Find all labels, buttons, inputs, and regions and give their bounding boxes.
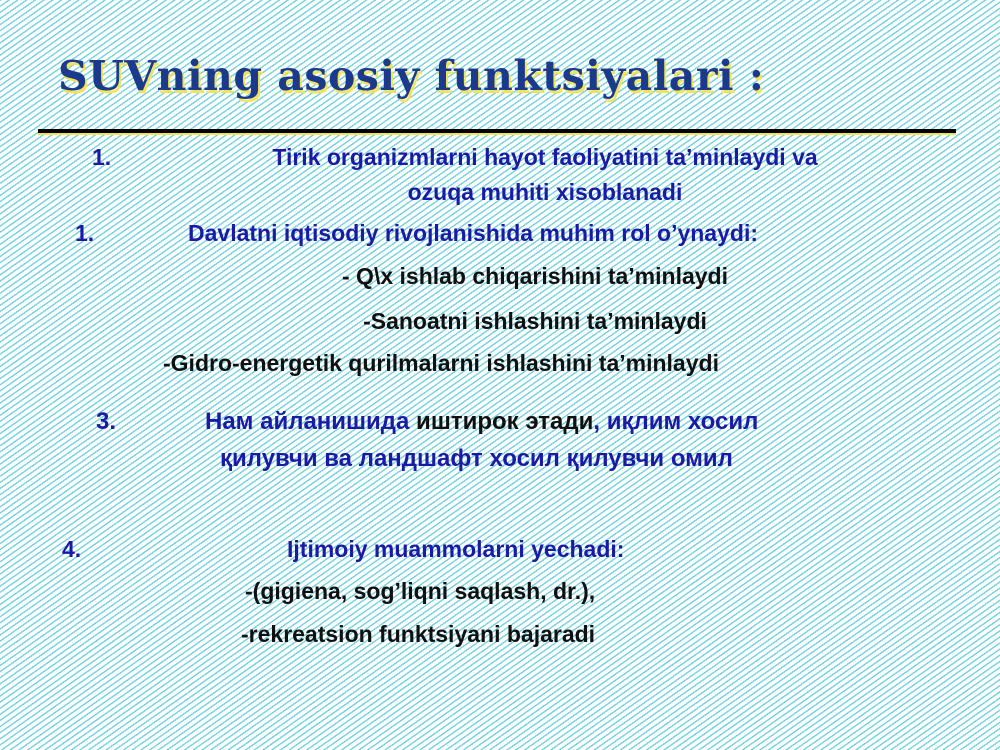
item2-bullet-2: -Sanoatni ishlashini ta’minlaydi <box>363 308 707 334</box>
item2-bullet-1: - Q\x ishlab chiqarishini ta’minlaydi <box>342 263 728 289</box>
item3-line1-part1: Нам айланишида <box>205 408 410 435</box>
item2-heading: Davlatni iqtisodiy rivojlanishida muhim rol o’ynaydi: <box>188 220 758 246</box>
item2-number: 1. <box>75 220 95 246</box>
item3-line1-part2: иштирок этади <box>409 408 594 435</box>
item1-line1: Tirik organizmlarni hayot faoliyatini ta’minlaydi va <box>272 144 818 170</box>
slide-title: SUVning asosiy funktsiyalari : <box>58 52 765 100</box>
item1-line2: ozuqa muhiti xisoblanadi <box>407 179 683 205</box>
item1-number: 1. <box>92 144 112 170</box>
item3-line1-part3: , иқлим хосил <box>593 408 759 435</box>
item4-heading: Ijtimoiy muammolarni yechadi: <box>287 536 625 562</box>
item3-number: 3. <box>96 408 117 435</box>
item2-bullet-3: -Gidro-energetik qurilmalarni ishlashini ta’minlaydi <box>163 350 719 376</box>
item4-bullet-1: -(gigiena, sog’liqni saqlash, dr.), <box>245 578 596 604</box>
item3-line1 <box>205 410 758 434</box>
item4-bullet-2: -rekreatsion funktsiyani bajaradi <box>241 621 596 647</box>
item4-number: 4. <box>62 536 82 562</box>
item3-line2: қилувчи ва ландшафт хосил қилувчи омил <box>220 445 733 472</box>
title-divider <box>38 129 956 133</box>
